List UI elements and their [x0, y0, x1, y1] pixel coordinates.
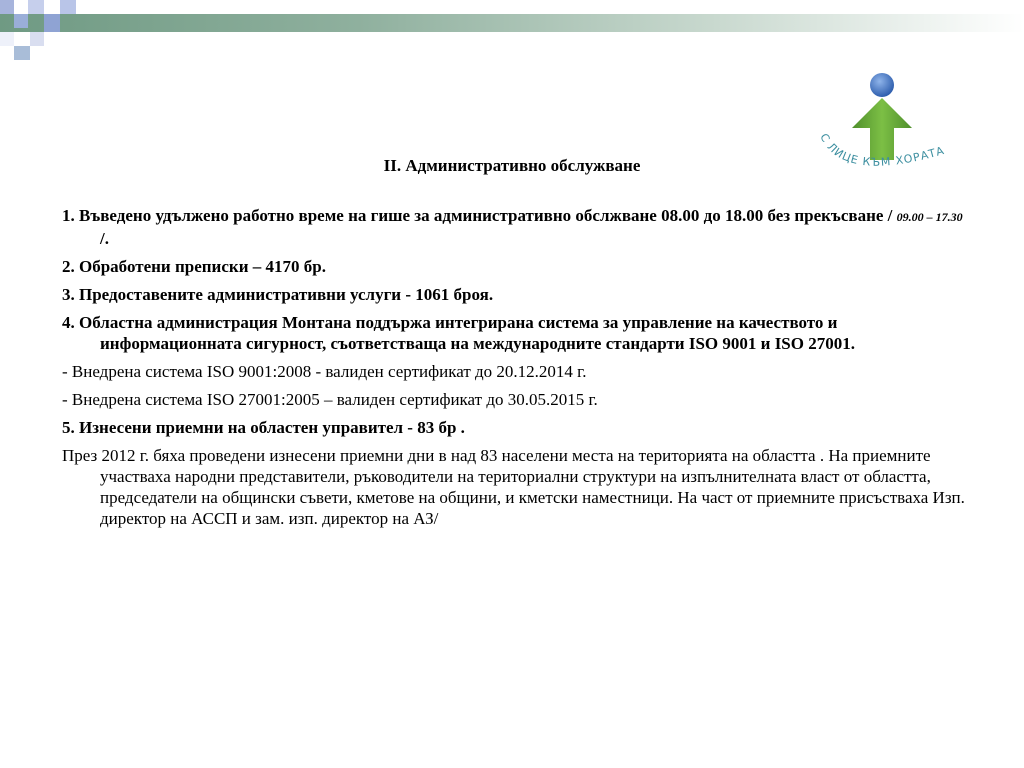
list-item: 2. Обработени преписки – 4170 бр.: [62, 257, 326, 276]
list-item: През 2012 г. бяха проведени изнесени приемни дни в над 83 населени места на територията на областта . На приемните участваха народни представители, ръководители на териториални структури на изпълнителната власт от областта, председатели на общински съвети, кметове на общини, и кметски наместници. На част от приемните присъстваха Изп. директор на АССП и зам. изп. директор на АЗ/: [62, 446, 965, 528]
list-item: 4. Областна администрация Монтана поддържа интегрирана система за управление на качеството и информационната сигурност, съответстваща на международните стандарти ISO 9001 и ISO 27001.: [62, 313, 855, 353]
logo-head-icon: [870, 73, 894, 97]
decor-square: [60, 0, 76, 14]
decor-square: [44, 14, 60, 32]
decor-square: [14, 14, 28, 28]
logo-text: С ЛИЦЕ КЪМ ХОРАТА: [817, 131, 947, 169]
decor-square: [14, 46, 30, 60]
logo-arrow-up-icon: [852, 98, 912, 160]
list-item: 1. Въведено удължено работно време на гише за административно обслжване 08.00 до 18.00 без прекъсване / 09.00 – 17.30 /.: [62, 206, 963, 248]
decor-square: [28, 0, 44, 14]
list-item: - Внедрена система ISO 27001:2005 – валиден сертификат до 30.05.2015 г.: [62, 390, 598, 409]
list-item: - Внедрена система ISO 9001:2008 - валиден сертификат до 20.12.2014 г.: [62, 362, 587, 381]
decor-square: [0, 32, 14, 46]
slide-content: [62, 205, 967, 536]
slide-title: ІІ. Административно обслужване: [383, 156, 641, 175]
decor-square: [30, 32, 44, 46]
decor-square: [0, 0, 14, 14]
top-gradient-bar: [0, 14, 1024, 32]
list-item: 5. Изнесени приемни на областен управител - 83 бр .: [62, 418, 465, 437]
list-item: 3. Предоставените административни услуги - 1061 броя.: [62, 285, 494, 304]
